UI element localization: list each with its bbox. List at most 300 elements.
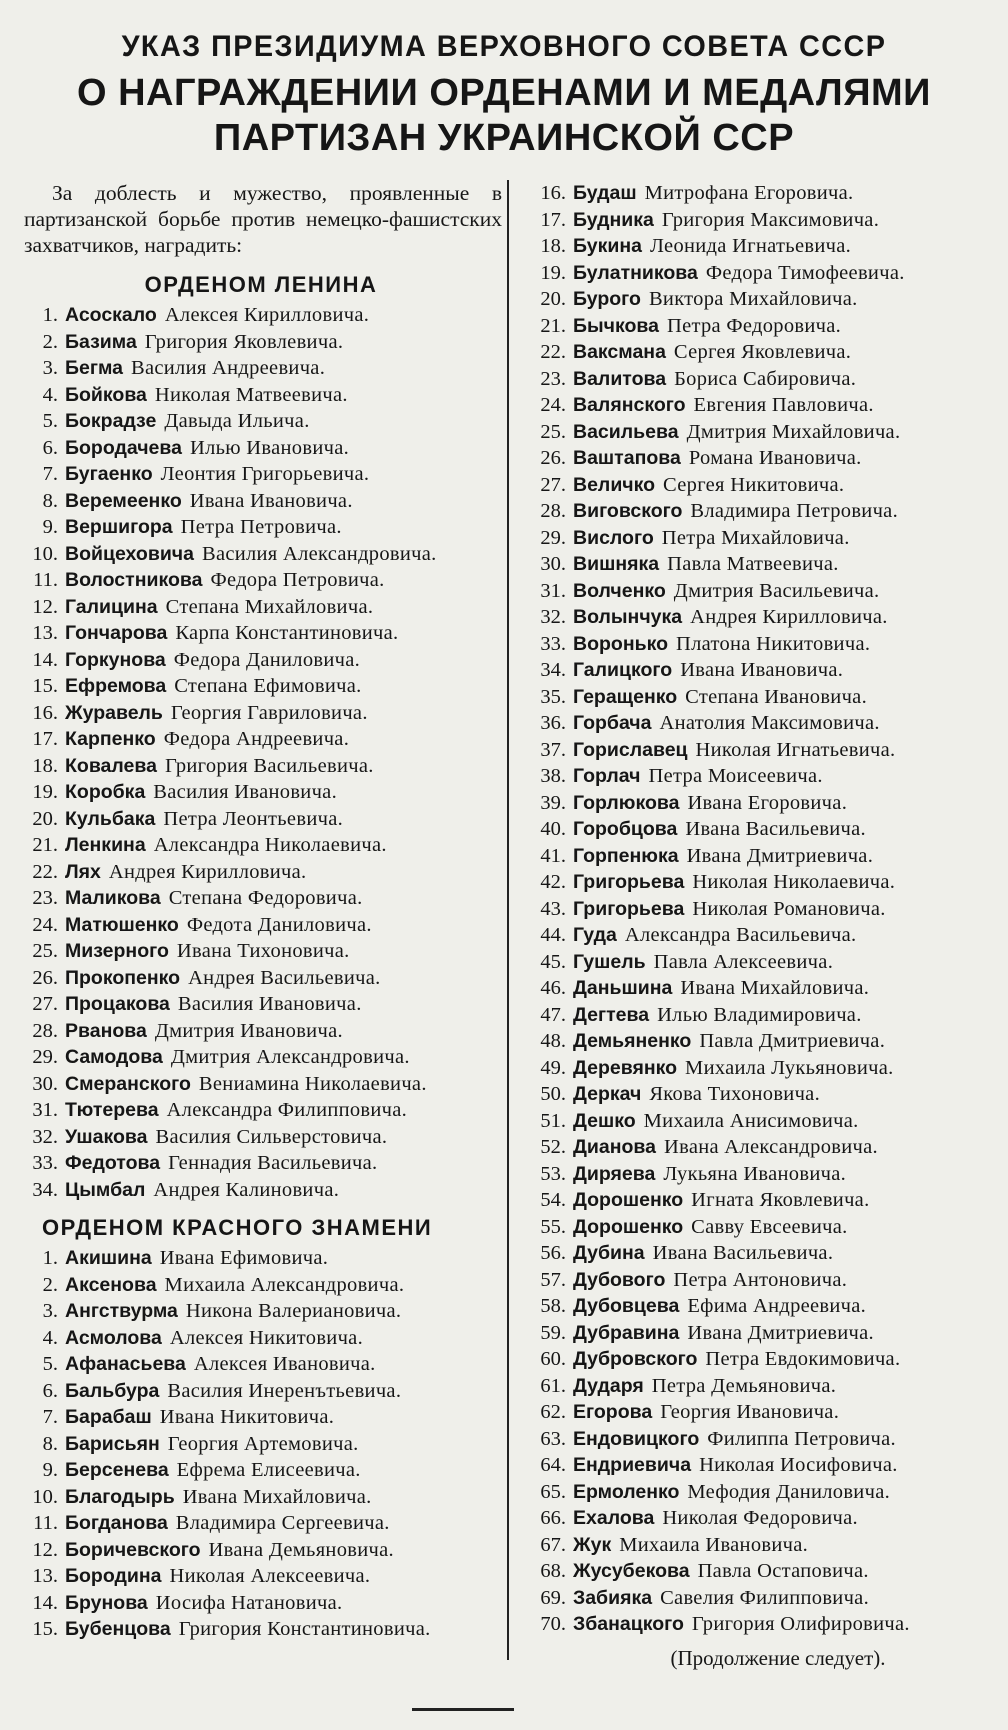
recipient-surname: Бычкова [573, 314, 659, 337]
award-list-item [520, 472, 996, 499]
item-number: 55. [540, 1215, 566, 1238]
award-list-item [20, 1044, 502, 1071]
recipient-surname: Дударя [573, 1374, 644, 1397]
recipient-surname: Бегма [65, 357, 123, 379]
award-list-item [520, 657, 996, 684]
item-number: 13. [32, 1565, 58, 1587]
item-number: 15. [32, 675, 58, 697]
recipient-surname: Деревянко [573, 1056, 678, 1079]
item-number: 46. [540, 977, 566, 999]
award-list-item [520, 1479, 996, 1506]
recipient-surname: Бойкова [65, 383, 147, 406]
award-list-item [20, 700, 502, 727]
item-number: 31. [32, 1099, 58, 1121]
recipient-given-names: Анатолия Максимовича. [659, 712, 880, 734]
recipient-surname: Лях [65, 860, 101, 883]
recipient-given-names: Василия Александровича. [201, 542, 437, 565]
recipient-surname: Брунова [65, 1591, 148, 1614]
recipient-surname: Дубина [573, 1242, 645, 1264]
recipient-surname: Бугаенко [65, 463, 153, 485]
recipient-given-names: Давыда Ильича. [164, 410, 310, 432]
recipient-surname: Федотова [65, 1152, 161, 1174]
award-list-item [520, 1293, 996, 1320]
recipient-given-names: Платона Никитовича. [676, 632, 871, 655]
item-number: 1. [42, 1247, 58, 1269]
recipient-surname: Вишняка [573, 553, 660, 575]
item-number: 11. [33, 1512, 58, 1534]
item-number: 2. [42, 1273, 58, 1296]
recipient-given-names: Дмитрия Михайловича. [686, 420, 901, 443]
award-list-item [20, 302, 502, 329]
item-number: 7. [42, 1406, 58, 1428]
award-list-item [520, 790, 996, 817]
recipient-surname: Дешко [573, 1109, 636, 1132]
recipient-surname: Забияка [573, 1586, 653, 1609]
recipient-given-names: Василия Инеренътьевича. [167, 1379, 402, 1402]
section-title-order-of-red-banner: ОРДЕНОМ КРАСНОГО ЗНАМЕНИ [42, 1215, 433, 1240]
red-banner-award-list-part-2 [520, 180, 996, 1638]
award-list-item [520, 1055, 996, 1082]
item-number: 3. [42, 357, 58, 379]
award-list-item [520, 1108, 996, 1135]
recipient-surname: Букина [573, 235, 642, 257]
award-list-item [20, 355, 502, 382]
recipient-given-names: Петра Моисеевича. [648, 765, 823, 787]
item-number: 25. [32, 940, 58, 962]
recipient-given-names: Александра Николаевича. [153, 834, 387, 856]
award-list-item [520, 260, 996, 287]
decree-title-line-1: УКАЗ ПРЕЗИДИУМА ВЕРХОВНОГО СОВЕТА СССР [121, 30, 887, 63]
award-list-item [20, 779, 502, 806]
item-number: 17. [32, 728, 58, 750]
award-list-item [20, 1325, 502, 1352]
recipient-surname: Коробка [65, 781, 146, 803]
recipient-given-names: Григория Яковлевича. [144, 330, 344, 353]
recipient-surname: Асоскало [65, 304, 157, 326]
recipient-given-names: Никона Валериановича. [185, 1300, 402, 1322]
recipient-surname: Бубенцова [65, 1618, 171, 1640]
recipient-surname: Горпенюка [573, 844, 679, 867]
recipient-surname: Войцеховича [65, 542, 194, 565]
recipient-given-names: Лукьяна Ивановича. [663, 1162, 847, 1185]
recipient-given-names: Игната Яковлевича. [691, 1189, 870, 1211]
item-number: 24. [32, 913, 58, 936]
recipient-surname: Берсенева [65, 1459, 169, 1481]
award-list-item [520, 1187, 996, 1214]
item-number: 56. [540, 1242, 566, 1264]
recipient-surname: Горбача [573, 712, 652, 734]
recipient-surname: Базима [65, 330, 137, 353]
recipient-surname: Барабаш [65, 1406, 152, 1428]
recipient-surname: Дубравина [573, 1321, 680, 1344]
recipient-surname: Валитова [573, 367, 667, 390]
recipient-given-names: Евгения Павловича. [693, 394, 874, 416]
item-number: 67. [540, 1533, 566, 1556]
recipient-given-names: Ивана Васильевича. [652, 1242, 834, 1264]
recipient-given-names: Степана Ефимовича. [174, 675, 362, 697]
recipient-surname: Богданова [65, 1512, 168, 1534]
award-list-item [20, 1457, 502, 1484]
recipient-given-names: Андрея Кирилловича. [108, 860, 307, 883]
item-number: 57. [540, 1268, 566, 1291]
award-list-item [520, 419, 996, 446]
award-list-item [520, 498, 996, 525]
award-list-item [20, 912, 502, 939]
award-list-item [520, 975, 996, 1002]
recipient-given-names: Ивана Ивановича. [680, 659, 844, 681]
award-list-item [20, 1590, 502, 1617]
recipient-surname: Акишина [65, 1247, 152, 1269]
item-number: 29. [32, 1046, 58, 1068]
recipient-surname: Благодырь [65, 1485, 175, 1508]
award-list-item [520, 578, 996, 605]
recipient-surname: Горлач [573, 765, 641, 787]
recipient-given-names: Ивана Васильевича. [685, 818, 866, 840]
recipient-surname: Смеранского [65, 1072, 191, 1095]
recipient-given-names: Савелия Филипповича. [660, 1586, 870, 1609]
item-number: 37. [540, 738, 566, 761]
award-list-item [520, 816, 996, 843]
item-number: 59. [540, 1321, 566, 1344]
recipient-given-names: Ефима Андреевича. [687, 1295, 867, 1317]
recipient-given-names: Илью Владимировича. [657, 1003, 862, 1026]
decree-title-line-3: ПАРТИЗАН УКРАИНСКОЙ ССР [213, 117, 795, 159]
recipient-given-names: Георгия Гавриловича. [170, 701, 368, 724]
item-number: 40. [540, 818, 566, 840]
lenin-award-list [20, 302, 502, 1203]
recipient-surname: Жук [573, 1533, 612, 1556]
recipient-surname: Григорьева [573, 871, 685, 893]
recipient-surname: Васильева [573, 420, 679, 443]
item-number: 28. [540, 500, 566, 522]
recipient-surname: Ермоленко [573, 1480, 680, 1503]
item-number: 22. [540, 341, 566, 363]
award-list-item [520, 1346, 996, 1373]
item-number: 25. [540, 420, 566, 443]
item-number: 34. [32, 1178, 58, 1201]
item-number: 9. [42, 516, 58, 538]
award-list-item [20, 885, 502, 912]
recipient-surname: Кульбака [65, 807, 156, 830]
award-list-item [20, 938, 502, 965]
item-number: 60. [540, 1348, 566, 1370]
award-list-item [20, 1298, 502, 1325]
award-list-item [520, 392, 996, 419]
recipient-given-names: Ивана Ивановича. [189, 489, 353, 512]
award-list-item [520, 896, 996, 923]
item-number: 31. [540, 579, 566, 602]
recipient-given-names: Федота Даниловича. [186, 913, 372, 936]
item-number: 24. [540, 394, 566, 416]
recipient-given-names: Николая Романовича. [692, 897, 886, 920]
item-number: 65. [540, 1480, 566, 1503]
item-number: 9. [42, 1459, 58, 1481]
recipient-given-names: Илью Ивановича. [189, 436, 350, 459]
item-number: 52. [540, 1136, 566, 1158]
recipient-given-names: Николая Федоровича. [662, 1507, 858, 1529]
recipient-surname: Ушакова [65, 1125, 148, 1148]
award-list-item [520, 1081, 996, 1108]
recipient-surname: Дегтева [573, 1003, 650, 1026]
award-list-item [20, 461, 502, 488]
award-list-item [20, 832, 502, 859]
award-list-item [520, 737, 996, 764]
item-number: 8. [42, 489, 58, 512]
recipient-given-names: Дмитрия Александровича. [170, 1046, 410, 1068]
recipient-given-names: Михаила Лукьяновича. [685, 1056, 894, 1079]
award-list-item [520, 949, 996, 976]
award-list-item [20, 647, 502, 674]
recipient-surname: Дубровского [573, 1348, 698, 1370]
recipient-given-names: Сергея Никитовича. [663, 473, 845, 496]
recipient-surname: Ефремова [65, 675, 167, 697]
recipient-surname: Деркач [573, 1083, 642, 1105]
award-list-item [20, 1378, 502, 1405]
recipient-given-names: Мефодия Даниловича. [687, 1480, 891, 1503]
recipient-given-names: Николая Матвеевича. [154, 383, 348, 406]
recipient-given-names: Иосифа Натановича. [155, 1591, 343, 1614]
item-number: 23. [32, 887, 58, 909]
recipient-given-names: Андрея Калиновича. [153, 1178, 340, 1201]
award-list-item [520, 233, 996, 260]
item-number: 70. [540, 1613, 566, 1635]
recipient-surname: Вершигора [65, 516, 173, 538]
recipient-surname: Ковалева [65, 754, 157, 777]
item-number: 16. [540, 182, 566, 204]
recipient-surname: Гуда [573, 924, 617, 946]
recipient-surname: Гончарова [65, 622, 168, 644]
award-list-item [20, 435, 502, 462]
recipient-given-names: Григория Васильевича. [164, 754, 374, 777]
recipient-given-names: Александра Филипповича. [166, 1099, 408, 1121]
award-list-item [20, 1537, 502, 1564]
item-number: 28. [32, 1019, 58, 1042]
recipient-given-names: Дмитрия Васильевича. [673, 579, 880, 602]
award-list-item [20, 514, 502, 541]
item-number: 18. [32, 754, 58, 777]
recipient-given-names: Ивана Дмитриевича. [686, 844, 874, 867]
recipient-surname: Галицкого [573, 659, 673, 681]
item-number: 22. [32, 860, 58, 883]
recipient-given-names: Степана Федоровича. [168, 887, 363, 909]
award-list-item [520, 525, 996, 552]
recipient-surname: Бурого [573, 288, 641, 310]
item-number: 29. [540, 526, 566, 549]
award-list-item [20, 594, 502, 621]
recipient-surname: Егорова [573, 1401, 653, 1423]
recipient-given-names: Ивана Ефимовича. [159, 1247, 329, 1269]
recipient-given-names: Георгия Артемовича. [167, 1432, 359, 1455]
recipient-surname: Карпенко [65, 728, 156, 750]
recipient-surname: Дорошенко [573, 1215, 684, 1238]
recipient-surname: Прокопенко [65, 966, 181, 989]
item-number: 32. [32, 1125, 58, 1148]
item-number: 53. [540, 1162, 566, 1185]
recipient-given-names: Дмитрия Ивановича. [154, 1019, 343, 1042]
item-number: 51. [540, 1109, 566, 1132]
item-number: 27. [32, 993, 58, 1015]
recipient-given-names: Петра Евдокимовича. [705, 1348, 901, 1370]
recipient-surname: Булатникова [573, 261, 698, 284]
award-list-item [520, 1585, 996, 1612]
award-list-item [20, 1431, 502, 1458]
item-number: 4. [42, 1326, 58, 1349]
award-list-item [20, 1510, 502, 1537]
recipient-surname: Бальбура [65, 1379, 160, 1402]
recipient-surname: Волынчука [573, 606, 683, 628]
item-number: 12. [32, 1538, 58, 1561]
recipient-given-names: Георгия Ивановича. [660, 1401, 840, 1423]
award-list-item [520, 1267, 996, 1294]
decree-header [0, 30, 1008, 160]
recipient-surname: Вислого [573, 526, 654, 549]
recipient-given-names: Федора Даниловича. [173, 648, 361, 671]
award-list-item [520, 1134, 996, 1161]
award-list-item [520, 763, 996, 790]
recipient-given-names: Федора Петровича. [210, 569, 385, 591]
item-number: 6. [42, 436, 58, 459]
recipient-surname: Григорьева [573, 897, 685, 920]
recipient-given-names: Вениамина Николаевича. [198, 1072, 427, 1095]
recipient-surname: Цымбал [65, 1178, 146, 1201]
recipient-surname: Бородачева [65, 436, 182, 459]
item-number: 10. [32, 542, 58, 565]
item-number: 43. [540, 897, 566, 920]
recipient-given-names: Степана Ивановича. [685, 685, 867, 708]
award-list-item [20, 1097, 502, 1124]
recipient-surname: Галицина [65, 595, 158, 618]
recipient-given-names: Василия Ивановича. [177, 993, 362, 1015]
item-number: 5. [42, 1353, 58, 1375]
recipient-surname: Маликова [65, 887, 161, 909]
item-number: 4. [42, 383, 58, 406]
item-number: 19. [32, 781, 58, 803]
item-number: 30. [540, 553, 566, 575]
item-number: 5. [42, 410, 58, 432]
recipient-given-names: Григория Константиновича. [178, 1618, 431, 1640]
recipient-surname: Будаш [573, 182, 637, 204]
award-list-item [520, 843, 996, 870]
recipient-surname: Журавель [65, 701, 163, 724]
item-number: 18. [540, 235, 566, 257]
item-number: 66. [540, 1507, 566, 1529]
recipient-given-names: Петра Петровича. [180, 516, 342, 538]
recipient-given-names: Карпа Константиновича. [175, 622, 399, 644]
item-number: 21. [540, 314, 566, 337]
item-number: 54. [540, 1189, 566, 1211]
bottom-rule [412, 1708, 514, 1711]
recipient-surname: Ваштапова [573, 447, 681, 469]
recipient-surname: Горкунова [65, 648, 166, 671]
award-list-item [20, 1071, 502, 1098]
recipient-surname: Мизерного [65, 940, 169, 962]
award-list-item [520, 684, 996, 711]
item-number: 39. [540, 791, 566, 814]
recipient-surname: Волостникова [65, 569, 203, 591]
recipient-given-names: Михаила Ивановича. [619, 1533, 809, 1556]
continued-note: (Продолжение следует). [670, 1645, 886, 1670]
recipient-surname: Ваксмана [573, 341, 666, 363]
award-list-item [520, 366, 996, 393]
item-number: 13. [32, 622, 58, 644]
award-list-item [20, 806, 502, 833]
recipient-surname: Диряева [573, 1162, 656, 1185]
award-list-item [520, 207, 996, 234]
recipient-given-names: Митрофана Егоровича. [644, 182, 854, 204]
item-number: 50. [540, 1083, 566, 1105]
recipient-surname: Жусубекова [573, 1560, 690, 1582]
recipient-surname: Величко [573, 473, 656, 496]
award-list-item [20, 673, 502, 700]
recipient-surname: Ленкина [65, 834, 146, 856]
item-number: 44. [540, 924, 566, 946]
recipient-surname: Самодова [65, 1046, 163, 1068]
item-number: 27. [540, 473, 566, 496]
item-number: 26. [32, 966, 58, 989]
recipient-given-names: Павла Дмитриевича. [699, 1030, 886, 1052]
recipient-given-names: Николая Николаевича. [692, 871, 896, 893]
recipient-surname: Геращенко [573, 685, 678, 708]
recipient-surname: Ангствурма [65, 1300, 178, 1322]
item-number: 6. [42, 1379, 58, 1402]
recipient-surname: Демьяненко [573, 1030, 692, 1052]
item-number: 23. [540, 367, 566, 390]
award-list-item [520, 1611, 996, 1638]
section-title-order-of-lenin: ОРДЕНОМ ЛЕНИНА [144, 272, 378, 297]
column-divider [507, 180, 509, 1660]
award-list-item [20, 1124, 502, 1151]
award-list-item [520, 1161, 996, 1188]
recipient-given-names: Григория Олифировича. [691, 1613, 910, 1635]
item-number: 19. [540, 261, 566, 284]
recipient-given-names: Владимира Сергеевича. [175, 1512, 390, 1534]
award-list-item [520, 1240, 996, 1267]
award-list-item [20, 1177, 502, 1204]
recipient-surname: Горобцова [573, 818, 678, 840]
award-list-item [520, 1002, 996, 1029]
item-number: 1. [42, 304, 58, 326]
recipient-given-names: Андрея Васильевича. [188, 966, 381, 989]
award-list-item [520, 1373, 996, 1400]
award-list-item [520, 313, 996, 340]
recipient-surname: Бокрадзе [65, 410, 157, 432]
recipient-given-names: Геннадия Васильевича. [168, 1152, 378, 1174]
award-list-item [20, 541, 502, 568]
right-column [520, 180, 996, 1671]
recipient-given-names: Николая Иосифовича. [699, 1454, 898, 1476]
item-number: 69. [540, 1586, 566, 1609]
recipient-surname: Дубового [573, 1268, 666, 1291]
item-number: 14. [32, 648, 58, 671]
recipient-given-names: Владимира Петровича. [690, 500, 899, 522]
award-list-item [520, 1532, 996, 1559]
award-list-item [520, 869, 996, 896]
award-list-item [20, 753, 502, 780]
recipient-surname: Процакова [65, 993, 170, 1015]
recipient-surname: Асмолова [65, 1326, 162, 1349]
item-number: 47. [540, 1003, 566, 1026]
award-list-item [520, 1320, 996, 1347]
award-list-item [520, 1505, 996, 1532]
recipient-given-names: Павла Алексеевича. [653, 950, 834, 973]
recipient-given-names: Леонида Игнатьевича. [649, 235, 852, 257]
item-number: 20. [540, 288, 566, 310]
recipient-given-names: Григория Максимовича. [661, 208, 880, 231]
award-list-item [520, 1452, 996, 1479]
item-number: 14. [32, 1591, 58, 1614]
recipient-given-names: Николая Алексеевича. [169, 1565, 371, 1587]
recipient-surname: Даньшина [573, 977, 673, 999]
